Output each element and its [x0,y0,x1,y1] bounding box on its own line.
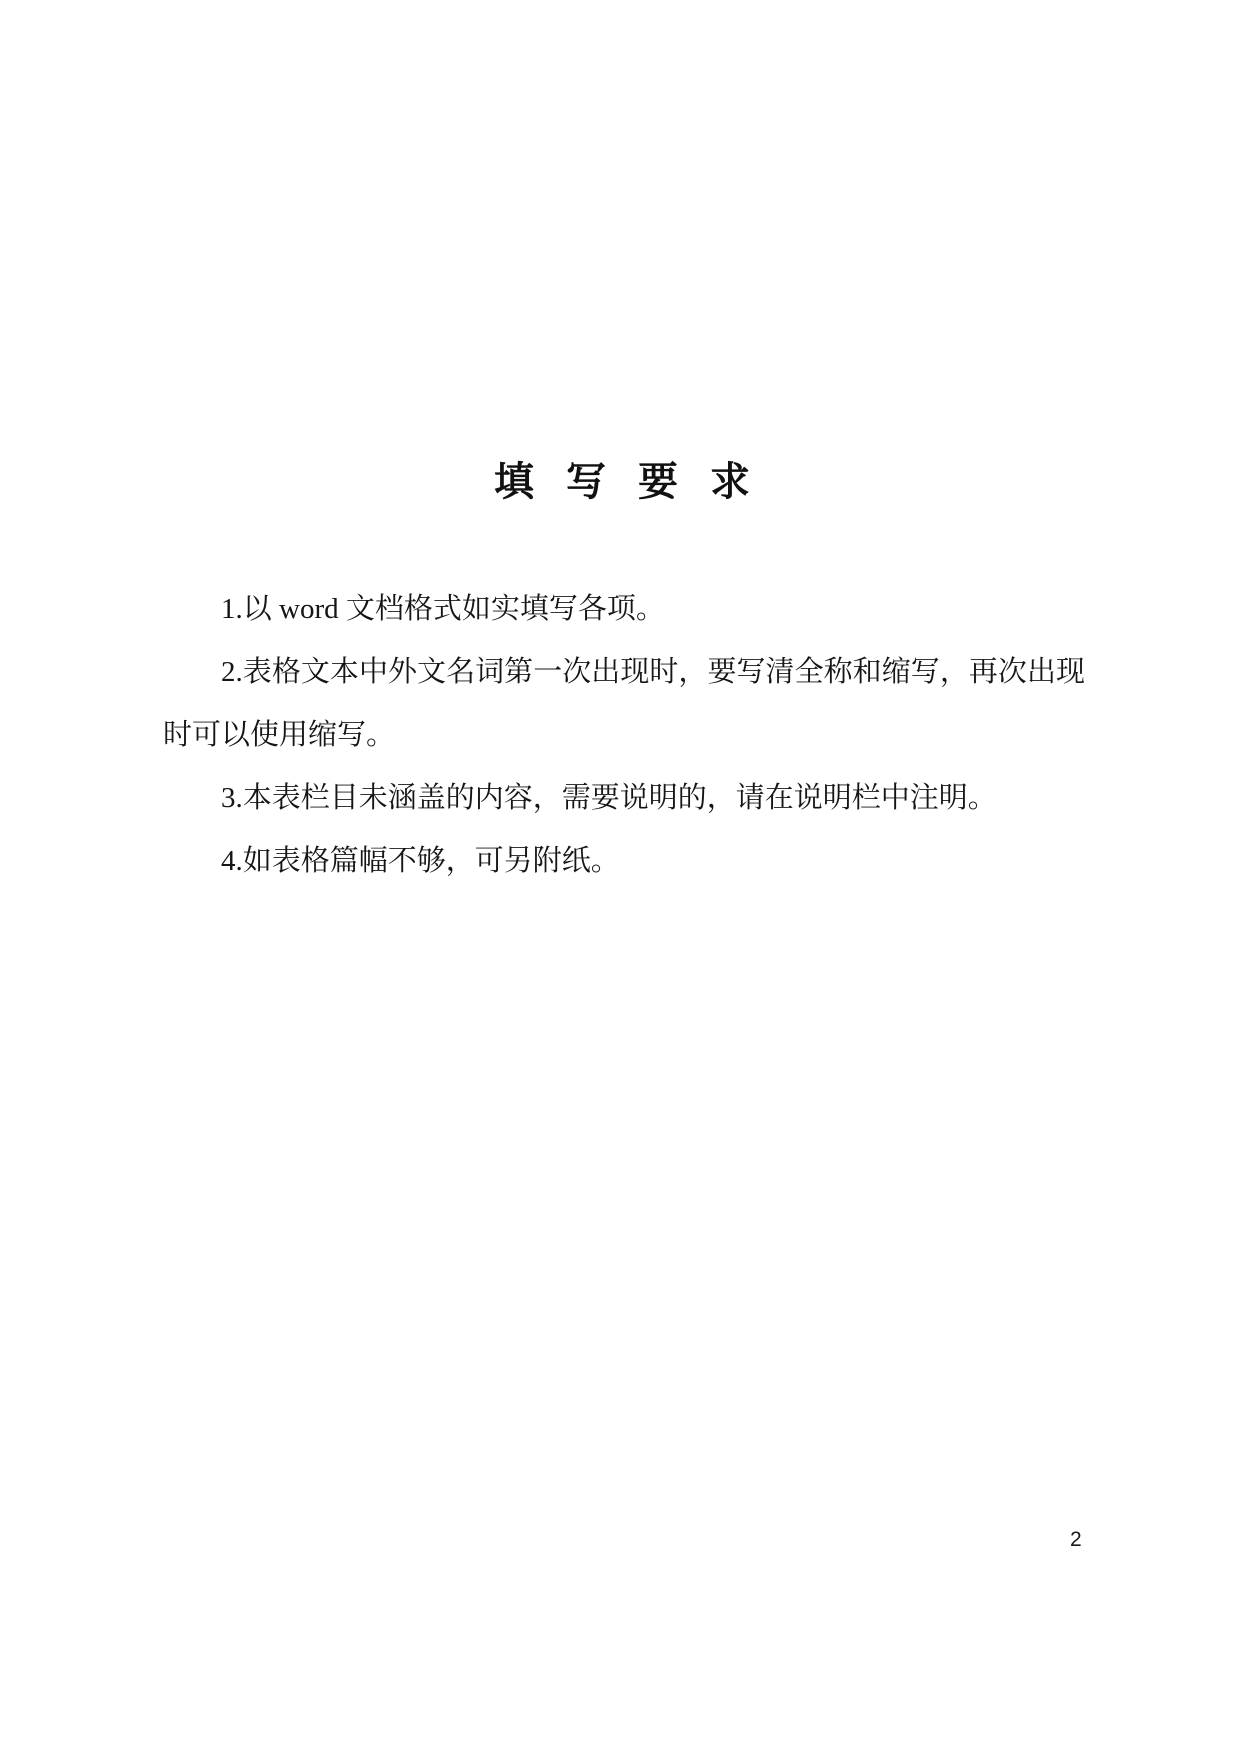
instruction-item: 2.表格文本中外文名词第一次出现时，要写清全称和缩写，再次出现时可以使用缩写。 [163,656,1085,751]
instruction-item: 4.如表格篇幅不够，可另附纸。 [221,845,620,877]
instructions-list [163,578,1085,893]
instruction-item: 3.本表栏目未涵盖的内容，需要说明的，请在说明栏中注明。 [221,782,997,814]
page-number: 2 [1070,1528,1082,1551]
instruction-item: 1.以 word 文档格式如实填写各项。 [221,593,665,625]
page-title: 填 写 要 求 [494,459,754,504]
